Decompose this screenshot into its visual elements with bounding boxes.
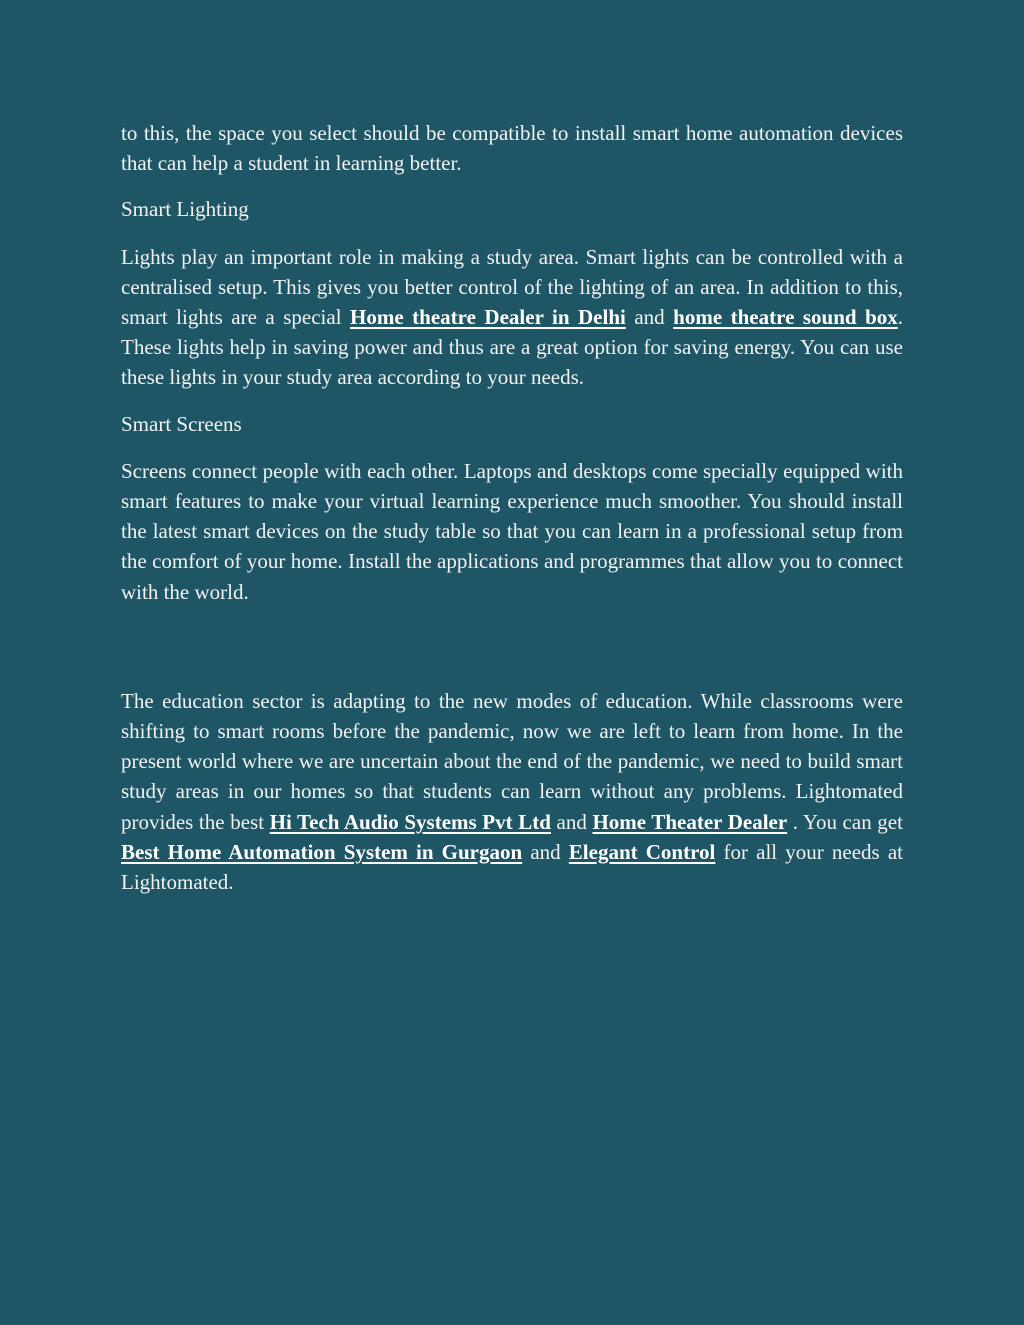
conclusion-text-2: and [550,809,593,834]
conclusion-text-4: and [522,839,569,864]
smart-screens-paragraph: Screens connect people with each other. Laptops and desktops come specially equipped with smart features to make your virtual learning experience much smoother. You should install the latest smart devices on the study table so that you can learn in a professional setup from the comfort of your home. Install the applications and programmes that allow you to connect with the world. [121,458,903,604]
conclusion-text-5: for all your needs at Lightomated. [121,839,903,895]
conclusion-text-1: The education sector is adapting to the new modes of education. While classrooms were shifting to smart rooms before the pandemic, now we are left to learn from home. In the present world where we are uncertain about the end of the pandemic, we need to build smart study areas in our homes so that students can learn without any problems. Lightomated provides the best [121,688,903,834]
home-theatre-sound-box-link[interactable]: home theatre sound box [673,305,898,330]
intro-paragraph: to this, the space you select should be compatible to install smart home automation devices that can help a student in learning better. [121,121,903,176]
document-page [121,118,903,897]
home-theatre-dealer-delhi-link[interactable]: Home theatre Dealer in Delhi [350,305,626,330]
smart-screens-heading: Smart Screens [121,411,242,436]
hi-tech-audio-systems-link[interactable]: Hi Tech Audio Systems Pvt Ltd [269,809,551,834]
conclusion-paragraph [121,686,903,897]
paragraph-spacer [121,623,903,686]
elegant-control-link[interactable]: Elegant Control [568,839,716,864]
smart-lighting-paragraph [121,242,903,393]
conclusion-text-3: . You can get [787,809,903,834]
lighting-text-3: . These lights help in saving power and thus are a great option for saving energy. You can use these lights in your study area according to your needs. [121,305,904,390]
lighting-text-2: and [625,305,674,330]
smart-lighting-heading: Smart Lighting [121,197,249,222]
lighting-text-1: Lights play an important role in making a study area. Smart lights can be controlled with a centralised setup. This gives you better control of the lighting of an area. In addition to this, smart lights are a special [121,244,903,330]
home-theater-dealer-link[interactable]: Home Theater Dealer [592,809,788,834]
best-home-automation-gurgaon-link[interactable]: Best Home Automation System in Gurgaon [121,839,523,864]
